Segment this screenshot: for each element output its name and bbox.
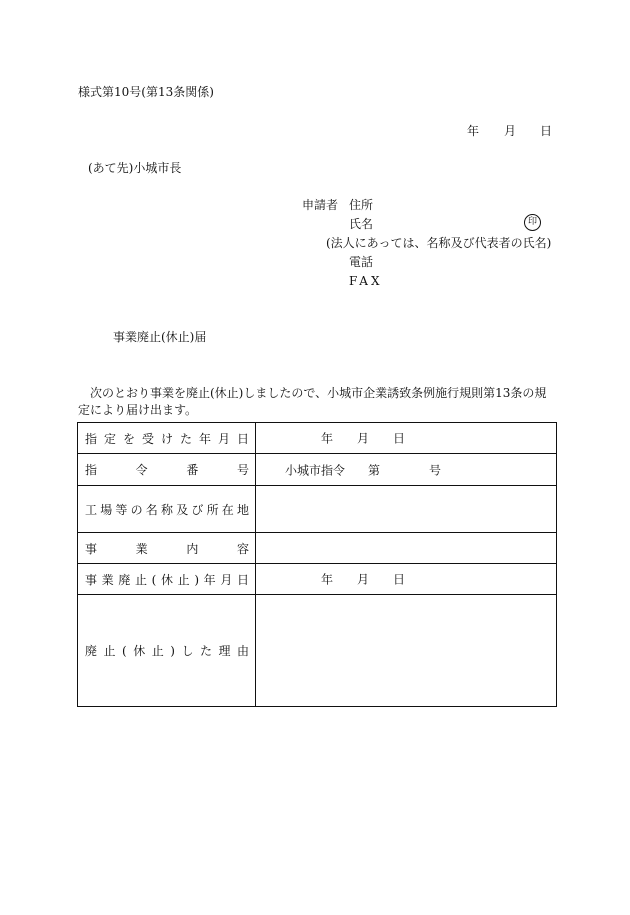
value-cell-designation-date[interactable] [256,423,557,454]
document-title: 事業廃止(休止)届 [113,330,207,344]
date-day-label: 日 [540,124,553,138]
date-month-label: 月 [504,124,517,138]
day-label: 日 [393,572,406,587]
row-label: 事業廃止(休止)年月日 [85,572,249,587]
directive-dai: 第 [368,463,381,477]
label-cell [78,486,256,533]
row-label: 指令番号 [85,463,249,477]
applicant-label: 申請者 [302,198,339,212]
table-row-designation-date [78,423,557,454]
day-label: 日 [393,431,406,446]
label-cell [78,564,256,595]
row-label: 廃止(休止)した理由 [85,644,249,658]
year-label: 年 [321,572,334,587]
table-row-business-content [78,533,557,564]
applicant-fax-label: FAX [349,274,383,288]
directive-go: 号 [429,463,442,477]
directive-prefix: 小城市指令 [285,463,346,477]
addressee: (あて先)小城市長 [88,161,182,175]
applicant-phone-label: 電話 [349,255,374,269]
body-text: 次のとおり事業を廃止(休止)しましたので、小城市企業誘致条例施行規則第13条の規定により届け出ます。 [78,386,547,417]
label-cell [78,595,256,707]
seal-mark: 印 [524,214,541,231]
table-row-reason [78,595,557,707]
table-row-abolition-date [78,564,557,595]
row-label: 事業内容 [85,541,249,556]
label-cell [78,454,256,486]
applicant-address-label: 住所 [349,198,374,212]
value-cell-abolition-date[interactable] [256,564,557,595]
label-cell [78,423,256,454]
year-label: 年 [321,431,334,446]
label-cell [78,533,256,564]
applicant-name-label: 氏名 [349,217,374,231]
month-label: 月 [357,572,370,587]
month-label: 月 [357,431,370,446]
value-cell-business-content[interactable] [256,533,557,564]
table-row-directive-number [78,454,557,486]
corporate-note: (法人にあっては、名称及び代表者の氏名) [326,236,552,250]
form-number: 様式第10号(第13条関係) [78,85,214,99]
row-label: 指定を受けた年月日 [85,431,249,446]
notification-form-table [77,422,557,707]
date-year-label: 年 [467,124,480,138]
value-cell-directive-number[interactable] [256,454,557,486]
value-cell-reason[interactable] [256,595,557,707]
row-label: 工場等の名称及び所在地 [85,502,249,517]
table-row-factory-name [78,486,557,533]
value-cell-factory-name[interactable] [256,486,557,533]
